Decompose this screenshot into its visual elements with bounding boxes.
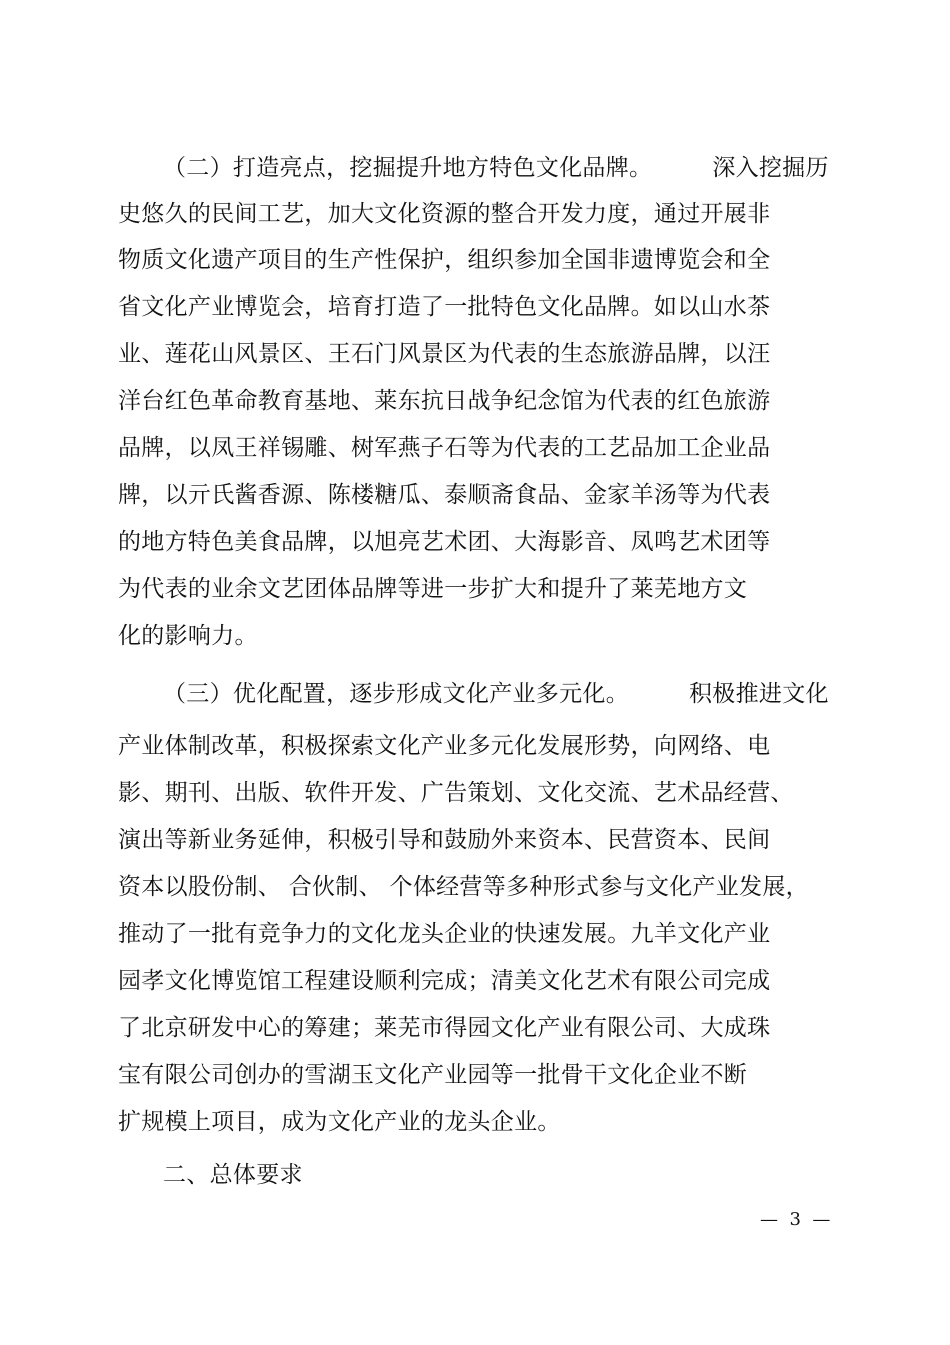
text-line: 省文化产业博览会，培育打造了一批特色文化品牌。如以山水茶 xyxy=(118,294,771,320)
text-line: 园孝文化博览馆工程建设顺利完成；清美文化艺术有限公司完成 xyxy=(118,968,771,994)
text-line: 牌，以亓氏酱香源、陈楼糖瓜、泰顺斋食品、金家羊汤等为代表 xyxy=(118,482,771,508)
text-line: 为代表的业余文艺团体品牌等进一步扩大和提升了莱芜地方文 xyxy=(118,576,748,602)
text-line: 化的影响力。 xyxy=(118,623,258,649)
paragraph-3-heading: （三）优化配置，逐步形成文化产业多元化。 xyxy=(163,681,629,707)
paragraph-2-heading: （二）打造亮点，挖掘提升地方特色文化品牌。 xyxy=(163,155,653,181)
text-line: 洋台红色革命教育基地、莱东抗日战争纪念馆为代表的红色旅游 xyxy=(118,388,771,414)
page-number: — 3 — xyxy=(760,1209,831,1230)
text-line: 品牌，以凤王祥锡雕、树军燕子石等为代表的工艺品加工企业品 xyxy=(118,435,771,461)
paragraph-2-first-rest: 深入挖掘历 xyxy=(712,155,829,181)
text-line: 资本以股份制、 合伙制、 个体经营等多种形式参与文化产业发展， xyxy=(118,874,809,900)
text-line: 扩规模上项目，成为文化产业的龙头企业。 xyxy=(118,1109,561,1135)
text-line: 了北京研发中心的筹建；莱芜市得园文化产业有限公司、大成珠 xyxy=(118,1015,771,1041)
paragraph-3-first-line xyxy=(163,679,829,709)
text-line: 史悠久的民间工艺，加大文化资源的整合开发力度，通过开展非 xyxy=(118,201,771,227)
paragraph-3-first-rest: 积极推进文化 xyxy=(689,681,829,707)
text-line: 演出等新业务延伸，积极引导和鼓励外来资本、民营资本、民间 xyxy=(118,827,771,853)
text-line: 宝有限公司创办的雪湖玉文化产业园等一批骨干文化企业不断 xyxy=(118,1062,748,1088)
paragraph-2-first-line xyxy=(163,153,829,183)
text-line: 的地方特色美食品牌，以旭亮艺术团、大海影音、凤鸣艺术团等 xyxy=(118,529,771,555)
text-line: 影、期刊、出版、软件开发、广告策划、文化交流、艺术品经营、 xyxy=(118,780,794,806)
text-line: 物质文化遗产项目的生产性保护，组织参加全国非遗博览会和全 xyxy=(118,247,771,273)
text-line: 业、莲花山风景区、王石门风景区为代表的生态旅游品牌，以汪 xyxy=(118,341,771,367)
text-line: 推动了一批有竞争力的文化龙头企业的快速发展。九羊文化产业 xyxy=(118,921,771,947)
section-heading: 二、总体要求 xyxy=(163,1162,303,1188)
text-line: 产业体制改革，积极探索文化产业多元化发展形势，向网络、电 xyxy=(118,733,771,759)
